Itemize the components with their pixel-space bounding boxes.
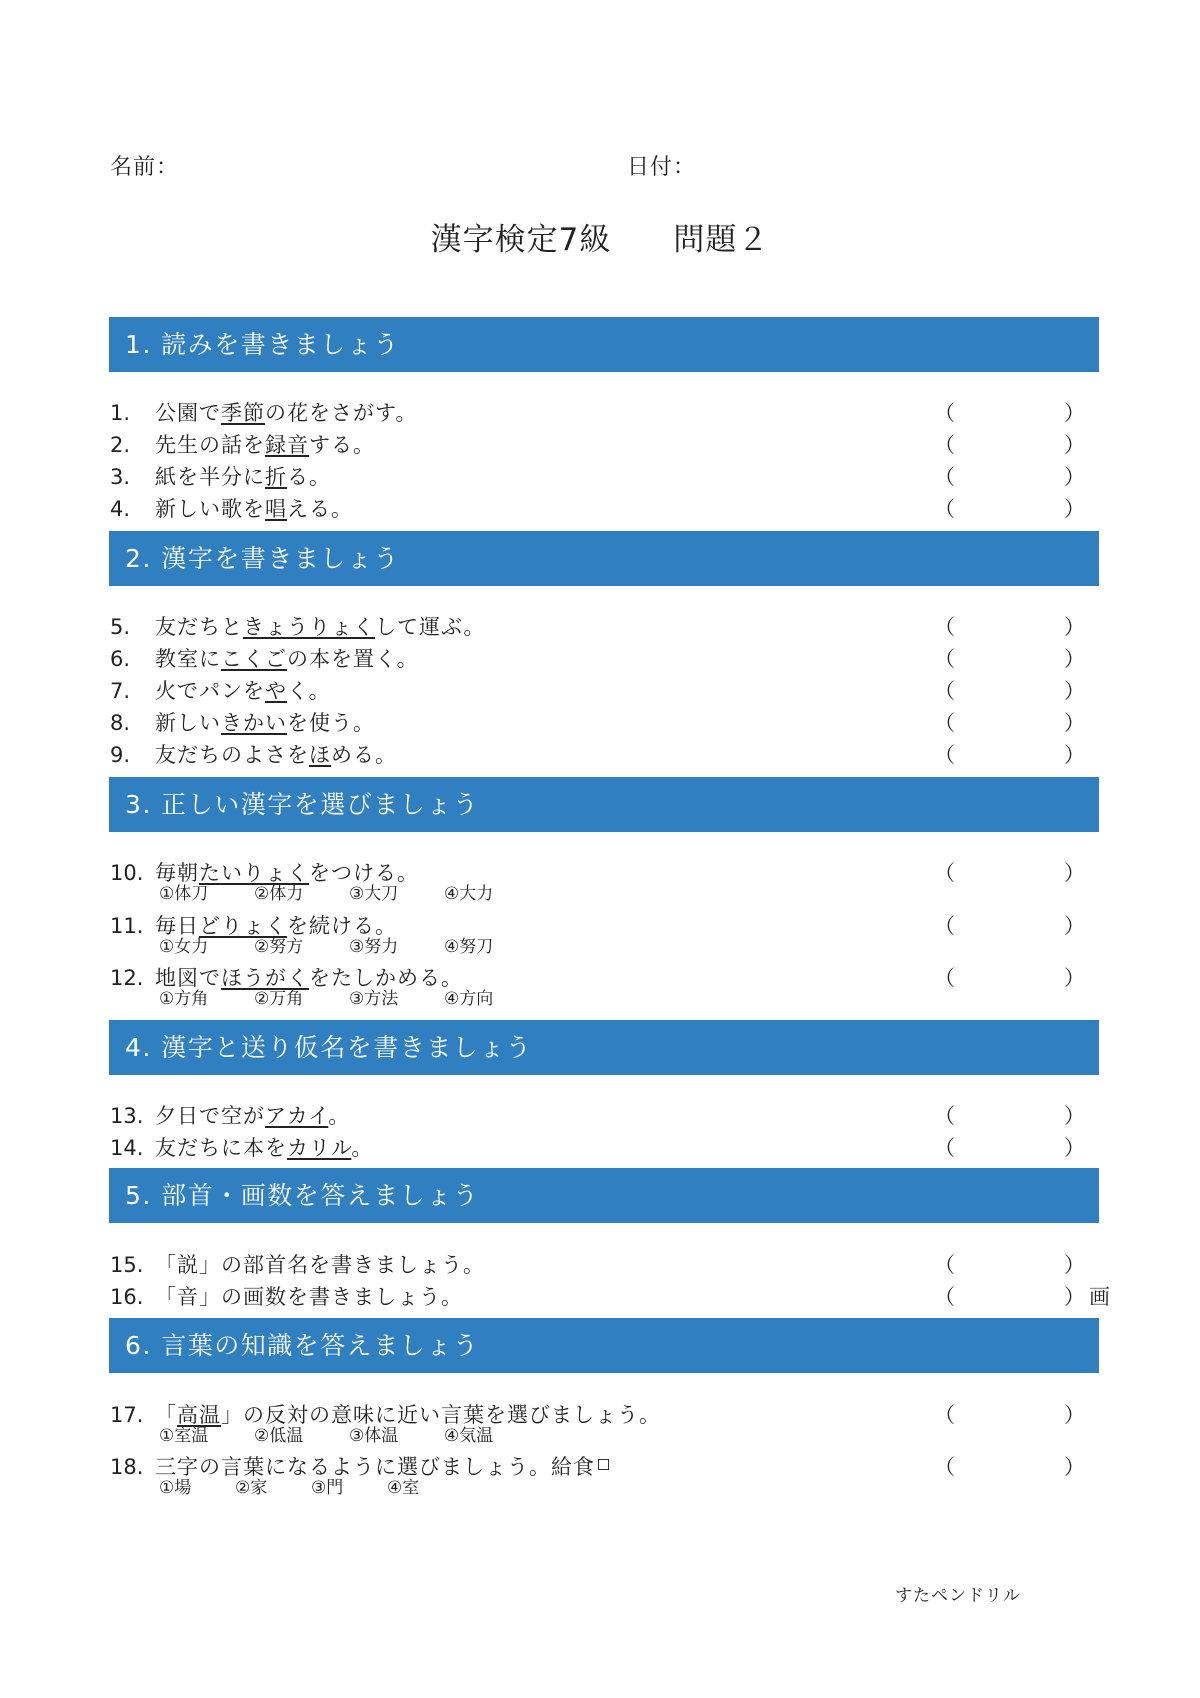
section-header-2: 2. 漢字を書きましょう [109, 531, 1099, 586]
answer-paren-close-12: ） [1064, 966, 1085, 990]
answer-paren-open-1: （ [934, 401, 955, 425]
question-7: 7. 火でパンをやく。 [110, 679, 331, 703]
answer-paren-close-2: ） [1064, 433, 1085, 457]
answer-paren-open-17: （ [934, 1403, 955, 1427]
section-header-5: 5. 部首・画数を答えましょう [109, 1168, 1099, 1223]
answer-paren-open-4: （ [934, 497, 955, 521]
answer-paren-open-15: （ [934, 1253, 955, 1277]
page-title-sub: 問題２ [673, 222, 770, 258]
options-12: ①方角 ②万角 ③方法 ④方向 [159, 989, 494, 1009]
answer-paren-close-11: ） [1064, 914, 1085, 938]
answer-paren-close-8: ） [1064, 711, 1085, 735]
section-header-4: 4. 漢字と送り仮名を書きましょう [109, 1020, 1099, 1075]
answer-paren-close-13: ） [1064, 1104, 1085, 1128]
answer-paren-open-9: （ [934, 743, 955, 767]
question-6: 6. 教室にこくごの本を置く。 [110, 647, 419, 671]
question-8: 8. 新しいきかいを使う。 [110, 711, 375, 735]
answer-paren-close-10: ） [1064, 861, 1085, 885]
section-header-6: 6. 言葉の知識を答えましょう [109, 1318, 1099, 1373]
options-10: ①体刀 ②体力 ③大刀 ④大力 [159, 884, 494, 904]
question-5: 5. 友だちときょうりょくして運ぶ。 [110, 615, 486, 639]
question-10: 10. 毎朝たいりょくをつける。 [110, 861, 419, 885]
answer-paren-open-5: （ [934, 615, 955, 639]
page-title-main: 漢字検定7級 [430, 222, 612, 258]
answer-paren-open-10: （ [934, 861, 955, 885]
section-header-1: 1. 読みを書きましょう [109, 317, 1099, 372]
options-11: ①女力 ②努方 ③努力 ④努刀 [159, 937, 494, 957]
question-3: 3. 紙を半分に折る。 [110, 465, 331, 489]
question-2: 2. 先生の話を録音する。 [110, 433, 375, 457]
answer-paren-open-8: （ [934, 711, 955, 735]
answer-paren-close-14: ） [1064, 1136, 1085, 1160]
answer-paren-open-6: （ [934, 647, 955, 671]
blank-box [598, 1459, 609, 1470]
answer-paren-close-4: ） [1064, 497, 1085, 521]
question-17: 17. 「高温」の反対の意味に近い言葉を選びましょう。 [110, 1403, 661, 1427]
answer-paren-close-16: ） [1064, 1285, 1085, 1309]
question-18: 18. 三字の言葉になるように選びましょう。給食 [110, 1454, 609, 1480]
section-header-3: 3. 正しい漢字を選びましょう [109, 777, 1099, 832]
date-label: 日付： [627, 155, 697, 180]
answer-paren-close-1: ） [1064, 401, 1085, 425]
answer-paren-close-9: ） [1064, 743, 1085, 767]
answer-paren-open-14: （ [934, 1136, 955, 1160]
answer-paren-close-6: ） [1064, 647, 1085, 671]
footer-brand: すたペンドリル [895, 1586, 1021, 1606]
answer-paren-close-15: ） [1064, 1253, 1085, 1277]
question-1: 1. 公園で季節の花をさがす。 [110, 401, 418, 425]
question-13: 13. 夕日で空がアカイ。 [110, 1104, 351, 1128]
answer-paren-open-2: （ [934, 433, 955, 457]
question-16: 16. 「音」の画数を書きましょう。 [110, 1285, 463, 1309]
answer-paren-open-13: （ [934, 1104, 955, 1128]
answer-paren-open-7: （ [934, 679, 955, 703]
answer-paren-open-11: （ [934, 914, 955, 938]
answer-paren-open-3: （ [934, 465, 955, 489]
answer-paren-close-5: ） [1064, 615, 1085, 639]
question-12: 12. 地図でほうがくをたしかめる。 [110, 966, 463, 990]
answer-paren-close-3: ） [1064, 465, 1085, 489]
answer-paren-close-7: ） [1064, 679, 1085, 703]
answer-paren-open-18: （ [934, 1455, 955, 1479]
unit-kaku: 画 [1089, 1285, 1110, 1309]
question-14: 14. 友だちに本をカリル。 [110, 1136, 374, 1160]
question-9: 9. 友だちのよさをほめる。 [110, 743, 397, 767]
name-label: 名前： [110, 155, 180, 180]
question-4: 4. 新しい歌を唱える。 [110, 497, 353, 521]
answer-paren-close-17: ） [1064, 1403, 1085, 1427]
page-title [0, 214, 1200, 259]
question-15: 15. 「説」の部首名を書きましょう。 [110, 1253, 485, 1277]
question-11: 11. 毎日どりょくを続ける。 [110, 914, 397, 938]
answer-paren-open-16: （ [934, 1285, 955, 1309]
answer-paren-open-12: （ [934, 966, 955, 990]
options-17: ①室温 ②低温 ③体温 ④気温 [159, 1426, 494, 1446]
answer-paren-close-18: ） [1064, 1455, 1085, 1479]
options-18: ①場 ②家 ③門 ④室 [159, 1478, 420, 1498]
